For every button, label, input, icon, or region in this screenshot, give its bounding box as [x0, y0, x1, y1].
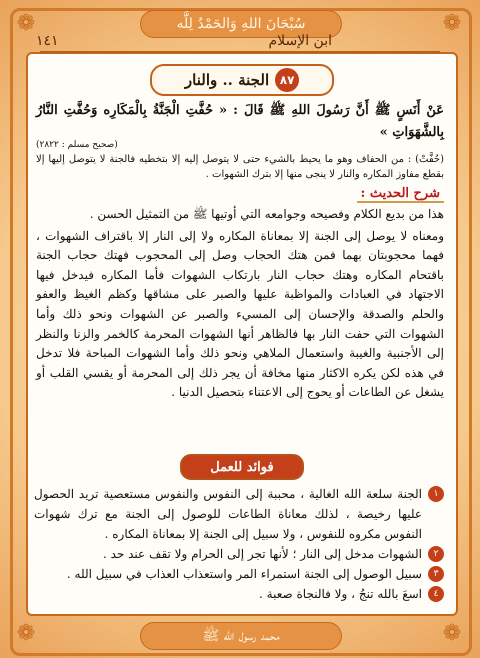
benefit-text: اسعَ بالله تنجُ ، ولا فالنجاة صعبة . — [259, 587, 422, 601]
chapter-title: الجنة .. والنار — [184, 71, 270, 89]
page-header — [28, 30, 452, 52]
corner-ornament-icon: ❁ — [442, 621, 462, 646]
item-number-badge: ٢ — [428, 546, 444, 562]
main-content — [36, 100, 444, 403]
list-item — [34, 584, 444, 604]
benefit-text: سبيل الوصول إلى الجنة استمراء المر واستعذاب العذاب في سبيل الله . — [66, 567, 422, 581]
chapter-number: ٨٧ — [275, 68, 299, 92]
commentary-paragraph: ومعناه لا يوصل إلى الجنة إلا بمعاناة المكاره ولا إلى النار إلا باقتراف الشهوات ، فهما محجوبتان بهما فمن هتك الحجاب وصل إلى المحجوب فهتك حجاب الجنة باقتحام المكاره وهتك حجاب النار بارتكاب الشهوات فأما المكاره فيدخل فيها الاجتهاد في العبادات والمواظبة عليها والصبر على مشاقها وكظم الغيظ والعفو والحلم والصدقة والإحسان إلى المسيء والصبر عن الشهوات ونحو ذلك وأما الشهوات التي حفت النار بها فالظاهر أنها الشهوات المحرمة كالخمر والزنا والنظر إلى الأجنبية والغيبة واستعمال الملاهي ونحو ذلك وأما الشهوات المباحة فلا تدخل في هذه لكن يكره الاكثار منها مخافة أن يجر ذلك إلى المحرمة أو يقسي القلب أو يشغل عن الطاعات أو يحوج إلى الاعتناء بتحصيل الدنيا . — [36, 228, 444, 400]
corner-ornament-icon: ❁ — [16, 11, 36, 36]
chapter-title-badge — [150, 64, 334, 96]
header-divider — [40, 51, 440, 53]
list-item — [34, 544, 444, 564]
top-calligraphy-cartouche: سُبْحَانَ اللهِ وَالحَمْدُ لِلَّه — [140, 10, 342, 38]
item-number-badge: ٣ — [428, 566, 444, 582]
list-item — [34, 484, 444, 544]
commentary-paragraph: هذا من بديع الكلام وفصيحه وجوامعه التي أوتيها ﷺ من التمثيل الحسن . — [89, 207, 444, 221]
corner-ornament-icon: ❁ — [16, 621, 36, 646]
book-title: ابن الإسلام — [268, 33, 332, 49]
bottom-calligraphy-cartouche: محمد رسول الله ﷺ — [140, 622, 342, 650]
benefit-text: الشهوات مدخل إلى النار ؛ لأنها تجر إلى الحرام ولا تقف عند حد . — [102, 547, 422, 561]
item-number-badge: ٤ — [428, 586, 444, 602]
hadith-text: عَنْ أَنَسٍ ﷺ أَنَّ رَسُولَ اللهِ ﷺ قَالَ : « حُفَّتِ الْجَنَّةُ بِالْمَكَارِه وَحُفَّتِ النَّارُ بِالشَّهَوَاتِ » — [36, 103, 444, 140]
benefit-text: الجنة سلعة الله الغالية ، محببة إلى النفوس والنفوس مستعصية تريد الحصول عليها رخيصة ، لذلك معاناة الطاعات للوصول إلى الجنة مع ترك شهوات النفوس مكروه للنفوس ، ولا سبيل إلى الجنة إلا بمعاناة المكاره . — [34, 487, 422, 541]
hadith-source: (صحيح مسلم : ٢٨٢٢) — [36, 140, 118, 150]
corner-ornament-icon: ❁ — [442, 11, 462, 36]
item-number-badge: ١ — [428, 486, 444, 502]
benefits-heading: فوائد للعمل — [180, 454, 304, 480]
list-item — [34, 564, 444, 584]
word-gloss: (حُفَّتْ) : من الحفاف وهو ما يحيط بالشيء حتى لا يتوصل إليه إلا بتخطيه فالجنة لا يتوصل إليها إلا بقطع مفاوز المكاره والنار لا ينجى منها إلا بترك الشهوات . — [36, 154, 444, 180]
benefits-list — [34, 484, 444, 604]
commentary-heading: شرح الحديث : — [357, 186, 444, 203]
page-number: ١٤١ — [36, 33, 59, 49]
